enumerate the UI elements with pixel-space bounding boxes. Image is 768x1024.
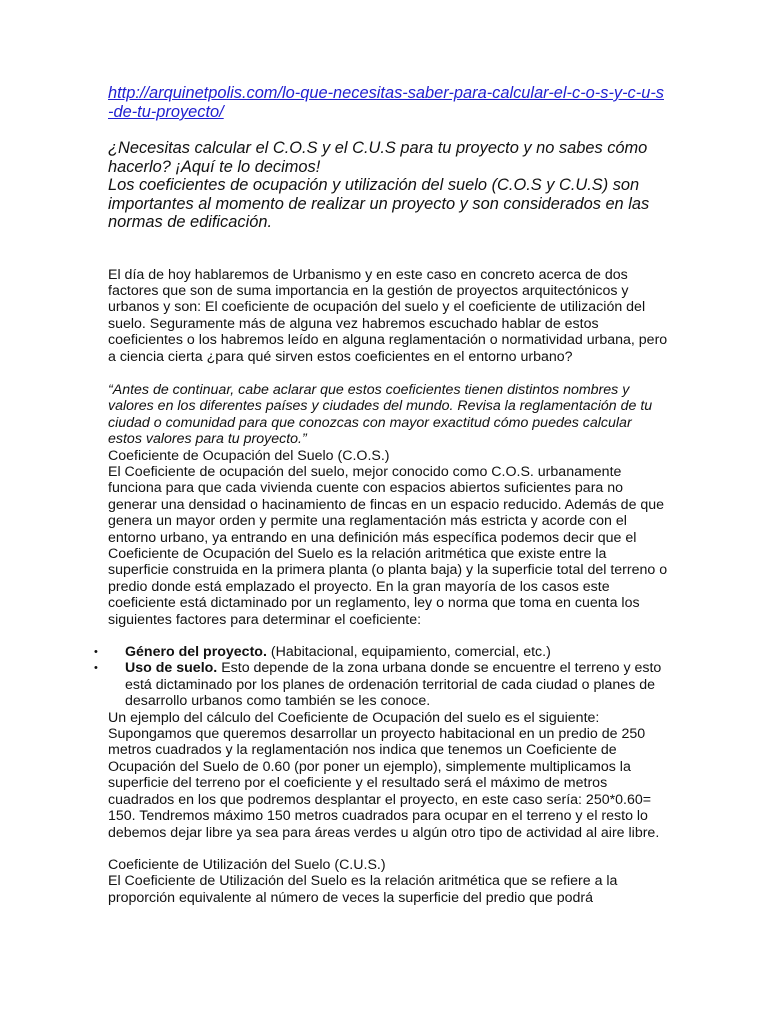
list-item-term: Género del proyecto. [125,644,267,661]
cos-paragraph: El Coeficiente de ocupación del suelo, mejor conocido como C.O.S. urbanamente funciona para que cada vivienda cuente con espacios abiertos suficientes para no generar una densidad o hacinamiento de fincas en un espacio reducido. Además de que genera un mayor orden y permite una reglamentación más estricta y acorde con el entorno urbano, ya entrando en una definición más específica podemos decir que el Coeficiente de Ocupación del Suelo es la relación aritmética que existe entre la superficie construida en la primera planta (o planta baja) y la superficie total del terreno o predio donde está emplazado el proyecto. En la gran mayoría de los casos este coeficiente está dictaminado por un reglamento, ley o norma que toma en cuenta los siguientes factores para determinar el coeficiente: [108,463,668,628]
list-item-desc: Esto depende de la zona urbana donde se encuentre el terreno y esto está dictaminado por los planes de ordenación territorial de cada ciudad o planes de desarrollo urbanos como también se les conoce. [125,660,662,710]
document-page [94,84,668,906]
quote-note [108,382,668,448]
cus-paragraph: El Coeficiente de Utilización del Suelo es la relación aritmética que se refiere a la proporción equivalente al número de veces la superficie del predio que podrá [108,873,618,906]
bullet-icon: • [94,662,98,675]
quote-tail: proyecto.” [243,431,307,448]
quote-text: de continuar, cabe aclarar que estos coeficientes tienen distintos nombres y valores en los diferentes países y ciudades del mundo. Revisa la reglamentación de tu ciudad o comunidad para que conozcas con mayor exactitud cómo puedes calcular estos valores para tu [108,381,653,448]
list-item [94,644,668,661]
list-item [94,660,668,710]
bullet-icon: • [94,646,98,659]
article-headline: ¿Necesitas calcular el C.O.S y el C.U.S para tu proyecto y no sabes cómo hacerlo? ¡Aquí te lo decimos! [108,139,648,176]
cus-title: Coeficiente de Utilización del Suelo (C.U.S.) [108,856,386,873]
paragraph-urbanismo: El día de hoy hablaremos de Urbanismo y en este caso en concreto acerca de dos factores que son de suma importancia en la gestión de proyectos arquitectónicos y urbanos y son: El coeficiente de ocupación del suelo y el coeficiente de utilización del suelo. Seguramente más de alguna vez habremos escuchado hablar de estos coeficientes o los habremos leído en alguna reglamentación o normatividad urbana, pero a ciencia cierta ¿para qué sirven estos coeficientes en el entorno urbano? [108,266,668,365]
example-paragraph: Un ejemplo del cálculo del Coeficiente de Ocupación del suelo es el siguiente: Supongamos que queremos desarrollar un proyecto habitacional en un predio de 250 metros cuadrados y la reglamentación nos indica que tenemos un Coeficiente de Ocupación del Suelo de 0.60 (por poner un ejemplo), simplemente multiplicamos la superficie del terreno por el coeficiente y el resultado será el máximo de metros cuadrados en los que podremos desplantar el proyecto, en este caso sería: 250*0.60= 150. Tendremos máximo 150 metros cuadrados para ocupar en el terreno y el resto lo debemos dejar libre ya sea para áreas verdes u algún otro tipo de actividad al aire libre. [108,709,660,841]
list-item-desc: (Habitacional, equipamiento, comercial, etc.) [266,644,551,661]
factor-list [94,644,668,710]
quote-open: “Antes [108,381,153,398]
list-item-term: Uso de suelo. [125,660,218,677]
source-link[interactable]: http://arquinetpolis.com/lo-que-necesitas-saber-para-calcular-el-c-o-s-y-c-u-s-de-tu-proyecto/ [108,84,664,121]
cos-title: Coeficiente de Ocupación del Suelo (C.O.S.) [108,447,390,464]
article-intro: Los coeficientes de ocupación y utilización del suelo (C.O.S y C.U.S) son importantes al momento de realizar un proyecto y son considerados en las normas de edificación. [108,176,650,231]
